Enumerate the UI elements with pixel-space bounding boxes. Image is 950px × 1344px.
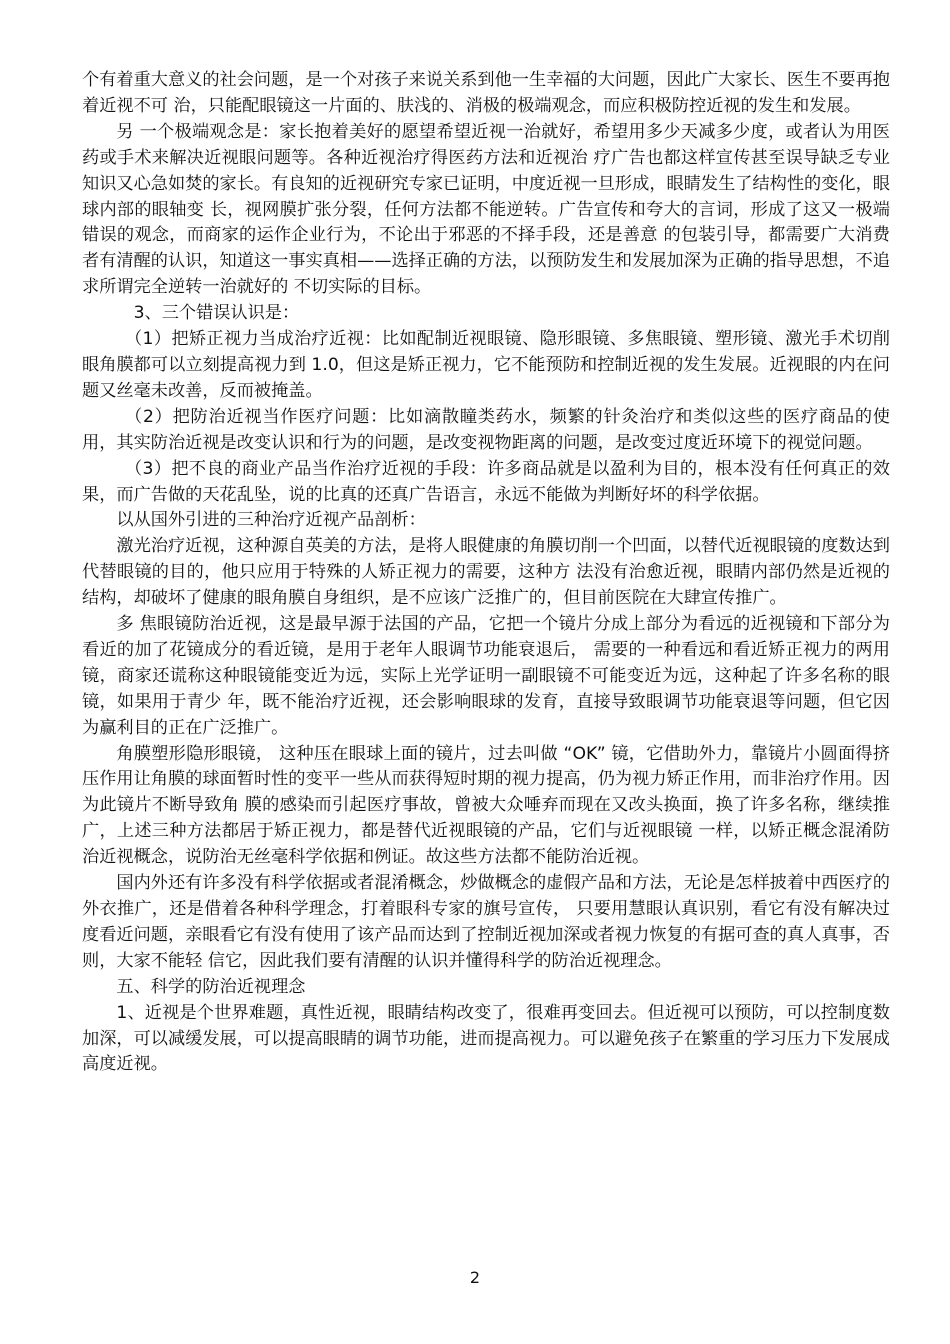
paragraph-false-products: 国内外还有许多没有科学依据或者混淆概念，炒做概念的虚假产品和方法，无论是怎样披着中西医疗的外衣推广，还是借着各种科学理念，打着眼科专家的旗号宣传， 只要用慧眼认真识别，看它有没有解决过度看近问题，亲眼看它有没有使用了该产品而达到了控制近视加深或者视力恢复的有据可查的真人真事，否则，大家不能轻 信它，因此我们要有清醒的认识并懂得科学的防治近视理念。 [82, 873, 890, 971]
paragraph-product-analysis-intro: 以从国外引进的三种治疗近视产品剖析： [116, 510, 426, 531]
page-number: 2 [469, 1268, 481, 1287]
paragraph-ortho-k-lens: 角膜塑形隐形眼镜， 这种压在眼球上面的镜片，过去叫做 “OK” 镜，它借助外力，靠镜片小圆面得挤压作用让角膜的球面暂时性的变平一些从而获得短时期的视力提高，仍为视力矫正作用，而非治疗作用。因为此镜片不断导致角 膜的感染而引起医疗事故，曾被大众唾弃而现在又改头换面，换了许多名称，继续推广，上述三种方法都居于矫正视力，都是替代近视眼镜的产品，它们与近视眼镜 一样，以矫正概念混淆防治近视概念，说防治无丝毫科学依据和例证。故这些方法都不能防治近视。 [82, 743, 890, 868]
section-heading-five: 五、科学的防治近视理念 [116, 976, 306, 997]
paragraph-laser-treatment: 激光治疗近视，这种源自英美的方法，是将人眼健康的角膜切削一个凹面，以替代近视眼镜的度数达到代替眼镜的目的，他只应用于特殊的人矫正视力的需要，这种方 法没有治愈近视，眼睛内部仍然是近视的结构，却破坏了健康的眼角膜自身组织，是不应该广泛推广的，但目前医院在大肆宣传推广。 [82, 536, 890, 609]
section-heading-three-misconceptions: 3、三个错误认识是： [133, 303, 300, 324]
body-text [82, 68, 890, 1078]
paragraph-continuation: 个有着重大意义的社会问题，是一个对孩子来说关系到他一生幸福的大问题，因此广大家长、医生不要再抱着近视不可 治，只能配眼镜这一片面的、肤浅的、消极的极端观念，而应积极防控近视的发生和发展。 [82, 70, 890, 116]
paragraph-extreme-view: 另 一个极端观念是：家长抱着美好的愿望希望近视一治就好，希望用多少天减多少度，或者认为用医药或手术来解决近视眼问题等。各种近视治疗得医药方法和近视治 疗广告也都这样宣传甚至误导缺乏专业知识又心急如焚的家长。有良知的近视研究专家已证明，中度近视一旦形成，眼睛发生了结构性的变化，眼球内部的眼轴变 长，视网膜扩张分裂，任何方法都不能逆转。广告宣传和夸大的言词，形成了这又一极端错误的观念，而商家的运作企业行为，不论出于邪恶的不择手段，还是善意 的包装引导，都需要广大消费者有清醒的认识，知道这一事实真相——选择正确的方法，以预防发生和发展加深为正确的指导思想，不追求所谓完全逆转一治就好的 不切实际的目标。 [82, 121, 890, 298]
paragraph-multifocal-glasses: 多 焦眼镜防治近视，这是最早源于法国的产品，它把一个镜片分成上部分为看远的近视镜和下部分为看近的加了花镜成分的看近镜，是用于老年人眼调节功能衰退后， 需要的一种看远和看近矫正视力的两用镜，商家还谎称这种眼镜能变近为远，实际上光学证明一副眼镜不可能变近为远，这种起了许多名称的眼镜，如果用于青少 年，既不能治疗近视，还会影响眼球的发育，直接导致眼调节功能衰退等问题，但它因为赢利目的正在广泛推广。 [82, 614, 890, 738]
paragraph-point-1: 1、近视是个世界难题，真性近视，眼睛结构改变了，很难再变回去。但近视可以预防，可以控制度数加深，可以减缓发展，可以提高眼睛的调节功能，进而提高视力。可以避免孩子在繁重的学习压力下发展成高度近视。 [82, 1002, 890, 1075]
list-item-1: （1）把矫正视力当成治疗近视：比如配制近视眼镜、隐形眼镜、多焦眼镜、塑形镜、激光手术切削眼角膜都可以立刻提高视力到 1.0，但这是矫正视力，它不能预防和控制近视的发生发展。近视眼的内在问题又丝毫未改善，反而被掩盖。 [82, 329, 890, 401]
list-item-3: （3）把不良的商业产品当作治疗近视的手段：许多商品就是以盈利为目的，根本没有任何真正的效果，而广告做的天花乱坠，说的比真的还真广告语言，永远不能做为判断好坏的科学依据。 [82, 458, 890, 505]
list-item-2: （2）把防治近视当作医疗问题：比如滴散瞳类药水，频繁的针灸治疗和类似这些的医疗商品的使用，其实防治近视是改变认识和行为的问题，是改变视物距离的问题，是改变过度近环境下的视觉问题。 [82, 406, 890, 453]
